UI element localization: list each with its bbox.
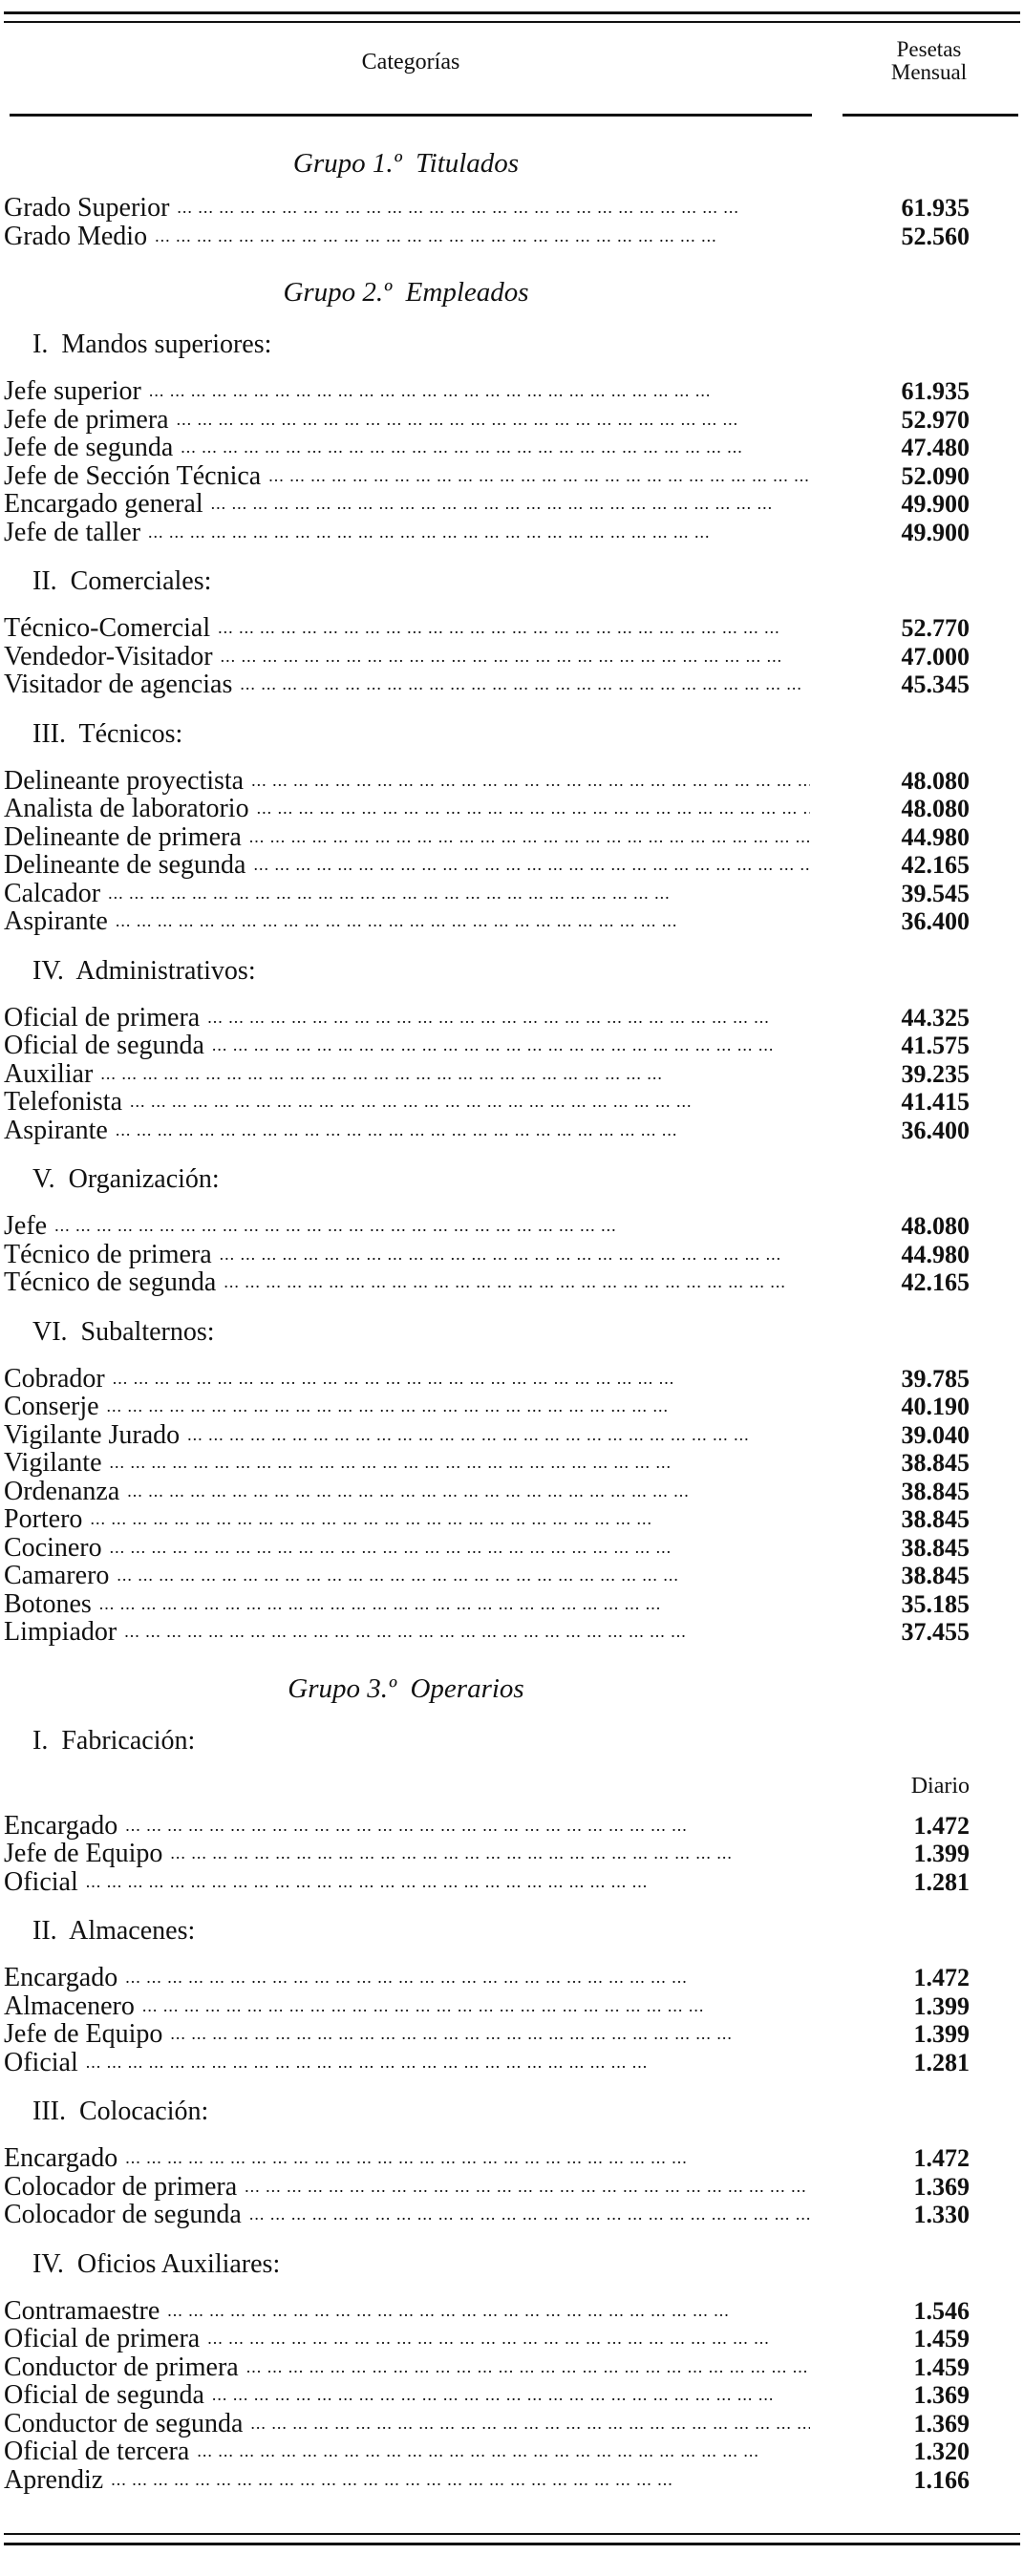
row-leader bbox=[0, 406, 810, 435]
dot-leader bbox=[242, 823, 810, 852]
salary-value: 48.080 bbox=[901, 1212, 970, 1240]
table-row bbox=[0, 851, 1024, 880]
dot-leader bbox=[204, 1032, 810, 1060]
subsection-heading: VI. Subalternos: bbox=[32, 1316, 215, 1347]
table-row bbox=[0, 1534, 1024, 1563]
dot-leader bbox=[204, 2381, 810, 2410]
table-row bbox=[0, 823, 1024, 852]
dot-leader bbox=[245, 851, 810, 880]
salary-value: 44.325 bbox=[901, 1003, 970, 1032]
salary-value: 41.415 bbox=[901, 1088, 970, 1116]
category-label: Analista de laboratorio bbox=[4, 795, 249, 823]
row-leader bbox=[0, 1534, 810, 1563]
row-leader bbox=[0, 2410, 810, 2438]
row-leader bbox=[0, 2020, 810, 2049]
table-row bbox=[0, 1268, 1024, 1297]
category-label: Contramaestre bbox=[4, 2296, 160, 2325]
table-row bbox=[0, 1449, 1024, 1478]
table-row bbox=[0, 434, 1024, 462]
row-leader bbox=[0, 1393, 810, 1421]
table-row bbox=[0, 2201, 1024, 2229]
table-row bbox=[0, 2438, 1024, 2466]
category-label: Colocador de primera bbox=[4, 2172, 238, 2201]
subsection-heading: V. Organización: bbox=[32, 1164, 220, 1194]
salary-value: 1.472 bbox=[913, 1811, 970, 1840]
category-label: Encargado general bbox=[4, 490, 203, 519]
salary-value: 39.040 bbox=[901, 1420, 970, 1449]
salary-value: 1.369 bbox=[913, 2172, 970, 2201]
salary-value: 1.281 bbox=[913, 1867, 970, 1896]
table-row bbox=[0, 462, 1024, 491]
table-row bbox=[0, 2173, 1024, 2202]
dot-leader bbox=[180, 1421, 810, 1450]
table-row bbox=[0, 1992, 1024, 2021]
dot-leader bbox=[102, 1449, 810, 1478]
salary-value: 1.399 bbox=[913, 1991, 970, 2020]
salary-value: 1.369 bbox=[913, 2409, 970, 2438]
dot-leader bbox=[117, 1812, 810, 1841]
category-label: Portero bbox=[4, 1505, 83, 1534]
salary-value: 40.190 bbox=[901, 1393, 970, 1420]
dot-leader bbox=[242, 2201, 810, 2229]
salary-value: 38.845 bbox=[901, 1449, 970, 1477]
salary-value: 36.400 bbox=[901, 907, 970, 935]
salary-value: 42.165 bbox=[901, 1268, 970, 1296]
row-leader bbox=[0, 1840, 810, 1868]
column-header-pesetas-line1: Pesetas bbox=[896, 37, 962, 61]
category-label: Aspirante bbox=[4, 1116, 108, 1144]
table-row bbox=[0, 2144, 1024, 2173]
dot-leader bbox=[109, 1562, 810, 1590]
table-row bbox=[0, 1478, 1024, 1506]
dot-leader bbox=[102, 1534, 810, 1563]
dot-leader bbox=[47, 1212, 810, 1241]
column-header-categories: Categorías bbox=[361, 50, 460, 75]
row-leader bbox=[0, 643, 810, 671]
row-leader bbox=[0, 490, 810, 519]
salary-value: 1.546 bbox=[913, 2296, 970, 2325]
table-row bbox=[0, 490, 1024, 519]
dot-leader bbox=[200, 1004, 810, 1033]
category-label: Conductor de primera bbox=[4, 2352, 239, 2381]
table-row bbox=[0, 1868, 1024, 1897]
dot-leader bbox=[213, 643, 810, 671]
subsection-heading: III. Colocación: bbox=[32, 2097, 209, 2126]
table-row bbox=[0, 1088, 1024, 1117]
category-label: Aprendiz bbox=[4, 2465, 104, 2494]
table-row bbox=[0, 614, 1024, 643]
table-row bbox=[0, 2297, 1024, 2326]
dot-leader bbox=[244, 767, 810, 796]
table-row bbox=[0, 1421, 1024, 1450]
salary-value: 48.080 bbox=[901, 766, 970, 795]
salary-value: 48.080 bbox=[901, 795, 970, 822]
row-leader bbox=[0, 1032, 810, 1060]
row-leader bbox=[0, 462, 810, 491]
dot-leader bbox=[122, 1088, 810, 1117]
table-row bbox=[0, 1212, 1024, 1241]
table-row bbox=[0, 1032, 1024, 1060]
row-leader bbox=[0, 795, 810, 823]
row-leader bbox=[0, 194, 810, 223]
category-label: Oficial de segunda bbox=[4, 1032, 204, 1060]
row-leader bbox=[0, 519, 810, 547]
category-label: Vigilante Jurado bbox=[4, 1420, 181, 1449]
row-leader bbox=[0, 1004, 810, 1033]
table-row bbox=[0, 1618, 1024, 1647]
row-leader bbox=[0, 1449, 810, 1478]
dot-leader bbox=[147, 223, 810, 251]
category-label: Oficial bbox=[4, 1867, 78, 1896]
row-leader bbox=[0, 434, 810, 462]
dot-leader bbox=[78, 1868, 810, 1897]
table-row bbox=[0, 519, 1024, 547]
salary-value: 1.459 bbox=[913, 2352, 970, 2381]
subsection-heading: I. Fabricación: bbox=[32, 1725, 196, 1756]
subsection-heading: III. Técnicos: bbox=[32, 718, 183, 749]
salary-value: 42.165 bbox=[901, 851, 970, 879]
subsection-heading: IV. Oficios Auxiliares: bbox=[32, 2248, 281, 2279]
dot-leader bbox=[140, 519, 810, 547]
dot-leader bbox=[232, 671, 810, 699]
salary-value: 38.845 bbox=[901, 1477, 970, 1505]
table-row bbox=[0, 1590, 1024, 1619]
subsection-heading: II. Almacenes: bbox=[32, 1916, 196, 1946]
salary-value: 49.900 bbox=[901, 518, 970, 546]
dot-leader bbox=[119, 1478, 810, 1506]
subsection-heading: I. Mandos superiores: bbox=[32, 330, 272, 359]
dot-leader bbox=[162, 2020, 810, 2049]
salary-value: 41.575 bbox=[901, 1032, 970, 1059]
salary-value: 1.281 bbox=[913, 2048, 970, 2076]
row-leader bbox=[0, 2201, 810, 2229]
category-label: Telefonista bbox=[4, 1088, 122, 1117]
category-label: Colocador de segunda bbox=[4, 2201, 242, 2229]
row-leader bbox=[0, 377, 810, 406]
salary-value: 1.320 bbox=[913, 2438, 970, 2465]
category-label: Encargado bbox=[4, 1811, 118, 1840]
header-rule-right bbox=[843, 114, 1018, 117]
row-leader bbox=[0, 2438, 810, 2466]
row-leader bbox=[0, 1268, 810, 1297]
category-label: Vendedor-Visitador bbox=[4, 642, 213, 671]
dot-leader bbox=[216, 1268, 810, 1297]
table-row bbox=[0, 767, 1024, 796]
header-rule-left bbox=[10, 114, 812, 117]
salary-value: 37.455 bbox=[901, 1618, 970, 1646]
table-row bbox=[0, 2353, 1024, 2382]
bottom-rule-thick bbox=[4, 2543, 1020, 2545]
dot-leader bbox=[103, 2466, 810, 2495]
category-label: Botones bbox=[4, 1589, 92, 1618]
row-leader bbox=[0, 1478, 810, 1506]
salary-value: 52.770 bbox=[901, 614, 970, 642]
dot-leader bbox=[162, 1840, 810, 1868]
table-row bbox=[0, 406, 1024, 435]
salary-value: 1.330 bbox=[913, 2201, 970, 2228]
bottom-rule-thin bbox=[4, 2533, 1020, 2535]
dot-leader bbox=[108, 907, 810, 936]
dot-leader bbox=[237, 2173, 810, 2202]
table-row bbox=[0, 2410, 1024, 2438]
salary-value: 1.166 bbox=[913, 2465, 970, 2494]
dot-leader bbox=[135, 1992, 810, 2021]
top-rule-thick bbox=[4, 11, 1020, 14]
table-row bbox=[0, 1964, 1024, 1992]
row-leader bbox=[0, 1618, 810, 1647]
table-row bbox=[0, 223, 1024, 251]
salary-value: 45.345 bbox=[901, 671, 970, 698]
group-heading: Grupo 1.º Titulados bbox=[292, 148, 520, 179]
table-row bbox=[0, 880, 1024, 908]
salary-value: 47.480 bbox=[901, 434, 970, 461]
category-label: Encargado bbox=[4, 2144, 118, 2173]
row-leader bbox=[0, 1590, 810, 1619]
table-row bbox=[0, 194, 1024, 223]
salary-value: 38.845 bbox=[901, 1562, 970, 1589]
row-leader bbox=[0, 2297, 810, 2326]
table-row bbox=[0, 907, 1024, 936]
row-leader bbox=[0, 1088, 810, 1117]
salary-value: 61.935 bbox=[901, 377, 970, 405]
table-row bbox=[0, 2466, 1024, 2495]
dot-leader bbox=[212, 1241, 810, 1269]
row-leader bbox=[0, 1505, 810, 1534]
category-label: Auxiliar bbox=[4, 1059, 94, 1088]
dot-leader bbox=[117, 2144, 810, 2173]
column-header-pesetas bbox=[841, 38, 1017, 84]
category-label: Delineante proyectista bbox=[4, 766, 245, 795]
table-row bbox=[0, 1840, 1024, 1868]
salary-table bbox=[0, 118, 1024, 2494]
group-heading: Grupo 3.º Operarios bbox=[288, 1672, 524, 1704]
subsection-heading: IV. Administrativos: bbox=[32, 955, 256, 986]
table-row bbox=[0, 1393, 1024, 1421]
dot-leader bbox=[210, 614, 810, 643]
table-row bbox=[0, 795, 1024, 823]
dot-leader bbox=[141, 377, 810, 406]
salary-value: 1.369 bbox=[913, 2381, 970, 2409]
category-label: Jefe de segunda bbox=[4, 434, 174, 462]
table-row bbox=[0, 2049, 1024, 2077]
category-label: Jefe de Equipo bbox=[4, 2020, 163, 2049]
row-leader bbox=[0, 2049, 810, 2077]
category-label: Jefe superior bbox=[4, 377, 141, 406]
row-leader bbox=[0, 1562, 810, 1590]
salary-value: 35.185 bbox=[901, 1589, 970, 1618]
dot-leader bbox=[117, 1964, 810, 1992]
category-label: Delineante de primera bbox=[4, 822, 242, 851]
category-label: Almacenero bbox=[4, 1991, 135, 2020]
dot-leader bbox=[100, 880, 810, 908]
category-label: Oficial de primera bbox=[4, 1003, 201, 1032]
table-row bbox=[0, 1505, 1024, 1534]
salary-value: 44.980 bbox=[901, 822, 970, 851]
salary-value: 49.900 bbox=[901, 490, 970, 518]
row-leader bbox=[0, 2381, 810, 2410]
row-leader bbox=[0, 1992, 810, 2021]
salary-value: 1.399 bbox=[913, 1840, 970, 1867]
dot-leader bbox=[169, 406, 810, 435]
table-row bbox=[0, 2020, 1024, 2049]
category-label: Técnico de primera bbox=[4, 1240, 212, 1268]
category-label: Jefe bbox=[4, 1212, 48, 1241]
dot-leader bbox=[239, 2353, 810, 2382]
row-leader bbox=[0, 2144, 810, 2173]
dot-leader bbox=[243, 2410, 810, 2438]
salary-value: 36.400 bbox=[901, 1116, 970, 1144]
row-leader bbox=[0, 767, 810, 796]
dot-leader bbox=[160, 2297, 810, 2326]
subsection-heading: II. Comerciales: bbox=[32, 566, 212, 596]
column-header-pesetas-line2: Mensual bbox=[890, 60, 968, 84]
salary-value: 1.472 bbox=[913, 1964, 970, 1991]
table-row bbox=[0, 671, 1024, 699]
dot-leader bbox=[189, 2438, 810, 2466]
category-label: Técnico-Comercial bbox=[4, 614, 211, 643]
row-leader bbox=[0, 1212, 810, 1241]
salary-value: 61.935 bbox=[901, 194, 970, 222]
category-label: Oficial de tercera bbox=[4, 2438, 190, 2466]
row-leader bbox=[0, 1241, 810, 1269]
row-leader bbox=[0, 671, 810, 699]
category-label: Jefe de primera bbox=[4, 405, 169, 434]
category-label: Aspirante bbox=[4, 907, 108, 936]
table-row bbox=[0, 1004, 1024, 1033]
table-row bbox=[0, 1117, 1024, 1145]
salary-value: 39.785 bbox=[901, 1364, 970, 1393]
category-label: Grado Superior bbox=[4, 194, 170, 223]
category-label: Conductor de segunda bbox=[4, 2409, 244, 2438]
table-header bbox=[0, 38, 1024, 118]
table-row bbox=[0, 1365, 1024, 1394]
salary-value: 52.970 bbox=[901, 405, 970, 434]
salary-value: 1.399 bbox=[913, 2020, 970, 2048]
dot-leader bbox=[99, 1393, 810, 1421]
row-leader bbox=[0, 851, 810, 880]
row-leader bbox=[0, 2353, 810, 2382]
row-leader bbox=[0, 1060, 810, 1089]
salary-value: 39.235 bbox=[901, 1059, 970, 1088]
table-row bbox=[0, 2325, 1024, 2353]
dot-leader bbox=[173, 434, 810, 462]
category-label: Cocinero bbox=[4, 1533, 102, 1562]
row-leader bbox=[0, 1365, 810, 1394]
salary-value: 44.980 bbox=[901, 1240, 970, 1268]
category-label: Ordenanza bbox=[4, 1477, 120, 1505]
category-label: Oficial de segunda bbox=[4, 2381, 204, 2410]
table-row bbox=[0, 643, 1024, 671]
row-leader bbox=[0, 1964, 810, 1992]
dot-leader bbox=[203, 490, 810, 519]
unit-label-diario: Diario bbox=[910, 1773, 970, 1799]
table-row bbox=[0, 1812, 1024, 1841]
dot-leader bbox=[108, 1117, 810, 1145]
category-label: Jefe de Sección Técnica bbox=[4, 461, 262, 490]
category-label: Delineante de segunda bbox=[4, 851, 246, 880]
dot-leader bbox=[78, 2049, 810, 2077]
row-leader bbox=[0, 2466, 810, 2495]
row-leader bbox=[0, 2325, 810, 2353]
category-label: Técnico de segunda bbox=[4, 1268, 217, 1297]
category-label: Grado Medio bbox=[4, 222, 148, 250]
top-rule-thin bbox=[4, 21, 1020, 23]
category-label: Oficial bbox=[4, 2048, 78, 2076]
category-label: Jefe de taller bbox=[4, 518, 141, 546]
dot-leader bbox=[105, 1365, 810, 1394]
row-leader bbox=[0, 2173, 810, 2202]
table-row bbox=[0, 1562, 1024, 1590]
dot-leader bbox=[93, 1060, 810, 1089]
row-leader bbox=[0, 614, 810, 643]
salary-value: 52.090 bbox=[901, 461, 970, 490]
group-heading: Grupo 2.º Empleados bbox=[283, 277, 529, 308]
salary-value: 39.545 bbox=[901, 879, 970, 907]
dot-leader bbox=[169, 194, 810, 223]
category-label: Camarero bbox=[4, 1562, 110, 1590]
table-row bbox=[0, 2381, 1024, 2410]
dot-leader bbox=[82, 1505, 810, 1534]
row-leader bbox=[0, 823, 810, 852]
row-leader bbox=[0, 1117, 810, 1145]
row-leader bbox=[0, 907, 810, 936]
dot-leader bbox=[92, 1590, 810, 1619]
salary-value: 38.845 bbox=[901, 1505, 970, 1533]
category-label: Calcador bbox=[4, 879, 101, 907]
row-leader bbox=[0, 880, 810, 908]
dot-leader bbox=[117, 1618, 810, 1647]
category-label: Conserje bbox=[4, 1393, 99, 1421]
salary-value: 47.000 bbox=[901, 642, 970, 671]
table-row bbox=[0, 377, 1024, 406]
row-leader bbox=[0, 1812, 810, 1841]
dot-leader bbox=[249, 795, 810, 823]
salary-value: 1.472 bbox=[913, 2144, 970, 2172]
salary-value: 1.459 bbox=[913, 2325, 970, 2352]
salary-value: 38.845 bbox=[901, 1533, 970, 1562]
row-leader bbox=[0, 1868, 810, 1897]
dot-leader bbox=[200, 2325, 810, 2353]
category-label: Cobrador bbox=[4, 1364, 105, 1393]
table-row bbox=[0, 1060, 1024, 1089]
dot-leader bbox=[261, 462, 810, 491]
category-label: Encargado bbox=[4, 1964, 118, 1992]
category-label: Limpiador bbox=[4, 1618, 117, 1647]
category-label: Jefe de Equipo bbox=[4, 1840, 163, 1868]
category-label: Visitador de agencias bbox=[4, 671, 233, 699]
category-label: Vigilante bbox=[4, 1449, 102, 1478]
category-label: Oficial de primera bbox=[4, 2325, 201, 2353]
row-leader bbox=[0, 1421, 810, 1450]
table-row bbox=[0, 1241, 1024, 1269]
salary-value: 52.560 bbox=[901, 222, 970, 250]
row-leader bbox=[0, 223, 810, 251]
